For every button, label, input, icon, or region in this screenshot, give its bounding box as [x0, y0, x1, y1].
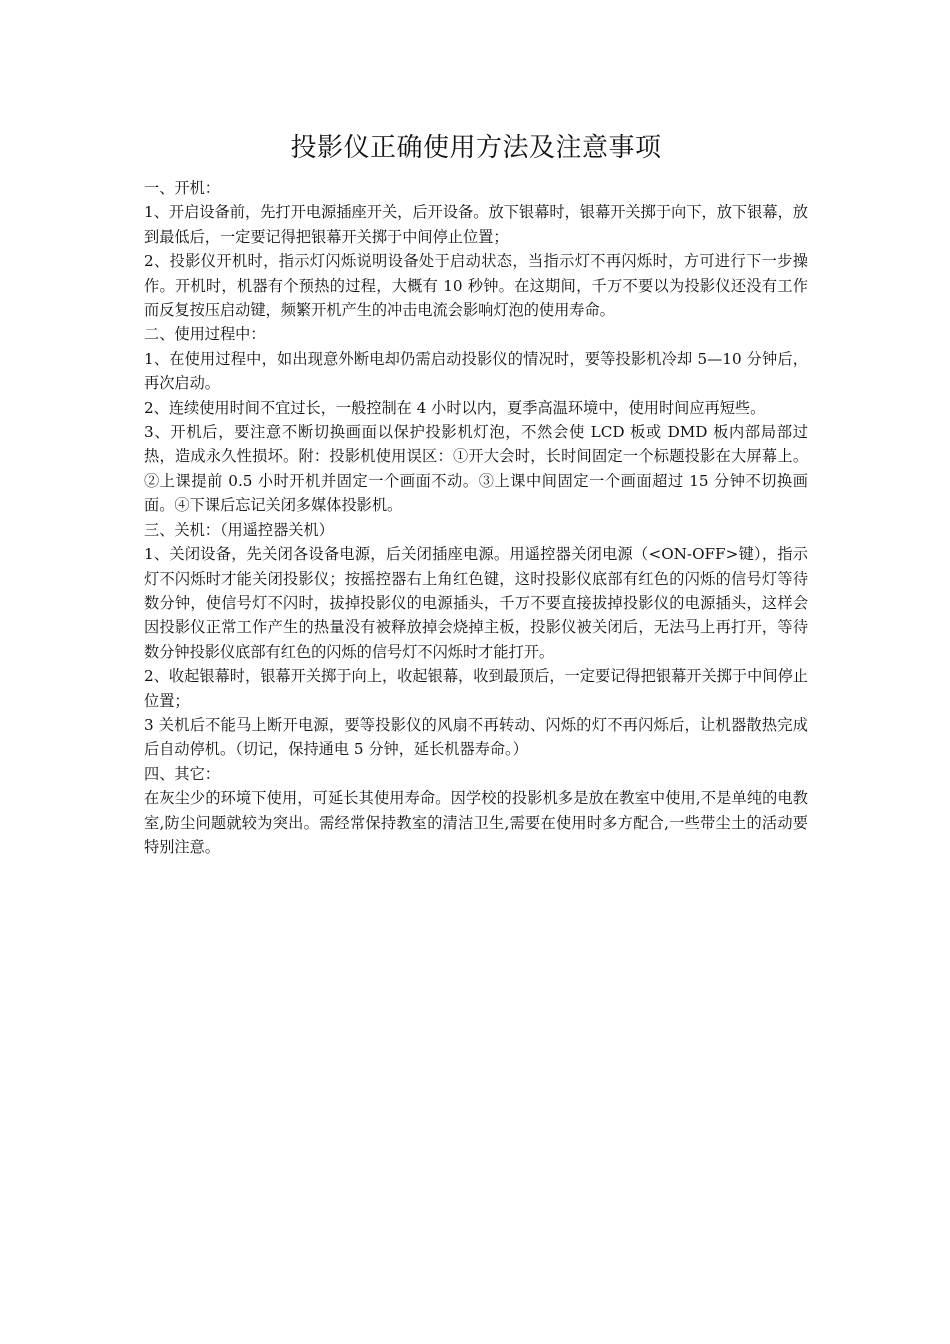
paragraph: 在灰尘少的环境下使用，可延长其使用寿命。因学校的投影机多是放在教室中使用,不是单纯的电教室,防尘问题就较为突出。需经常保持教室的清洁卫生,需要在使用时多方配合,一些带尘土的活动要特别注意。 [144, 789, 808, 856]
document-page [144, 128, 808, 859]
paragraph: 2、连续使用时间不宜过长，一般控制在 4 小时以内，夏季高温环境中，使用时间应再短些。 [144, 398, 766, 417]
paragraph: 1、在使用过程中，如出现意外断电却仍需启动投影仪的情况时，要等投影机冷却 5—10 分钟后，再次启动。 [144, 349, 808, 393]
section-heading: 三、关机：（用遥控器关机） [144, 520, 334, 539]
paragraph: 2、投影仪开机时，指示灯闪烁说明设备处于启动状态，当指示灯不再闪烁时，方可进行下一步操作。开机时，机器有个预热的过程，大概有 10 秒钟。在这期间，千万不要以为投影仪还没有工作而反复按压启动键，频繁开机产生的冲击电流会影响灯泡的使用寿命。 [144, 252, 808, 320]
section-heading: 二、使用过程中： [144, 325, 266, 344]
section-heading: 一、开机： [144, 179, 220, 197]
paragraph: 3、开机后，要注意不断切换画面以保护投影机灯泡，不然会使 LCD 板或 DMD 板内部局部过热，造成永久性损坏。附：投影机使用误区：①开大会时，长时间固定一个标题投影在大屏幕上。②上课提前 0.5 小时开机并固定一个画面不动。③上课中间固定一个画面超过 15 分钟不切换画面。④下课后忘记关闭多媒体投影机。 [144, 423, 808, 515]
document-title: 投影仪正确使用方法及注意事项 [290, 133, 662, 163]
section-power-on [144, 176, 808, 322]
paragraph: 1、开启设备前，先打开电源插座开关，后开设备。放下银幕时，银幕开关掷于向下，放下银幕，放到最低后，一定要记得把银幕开关掷于中间停止位置； [144, 203, 808, 246]
section-power-off [144, 518, 808, 762]
section-other [144, 762, 808, 860]
paragraph: 3 关机后不能马上断开电源，要等投影仪的风扇不再转动、闪烁的灯不再闪烁后，让机器散热完成后自动停机。（切记，保持通电 5 分钟，延长机器寿命。） [144, 715, 808, 759]
section-heading: 四、其它： [144, 764, 220, 783]
paragraph: 1、关闭设备，先关闭各设备电源，后关闭插座电源。用遥控器关闭电源（<ON-OFF>键），指示灯不闪烁时才能关闭投影仪；按摇控器右上角红色键，这时投影仪底部有红色的闪烁的信号灯等待数分钟，使信号灯不闪时，拔掉投影仪的电源插头，千万不要直接拔掉投影仪的电源插头，这样会因投影仪正常工作产生的热量没有被释放掉会烧掉主板，投影仪被关闭后，无法马上再打开，等待数分钟投影仪底部有红色的闪烁的信号灯不闪烁时才能打开。 [144, 545, 808, 661]
paragraph: 2、收起银幕时，银幕开关掷于向上，收起银幕，收到最顶后，一定要记得把银幕开关掷于中间停止位置； [144, 667, 808, 710]
section-during-use [144, 322, 808, 517]
